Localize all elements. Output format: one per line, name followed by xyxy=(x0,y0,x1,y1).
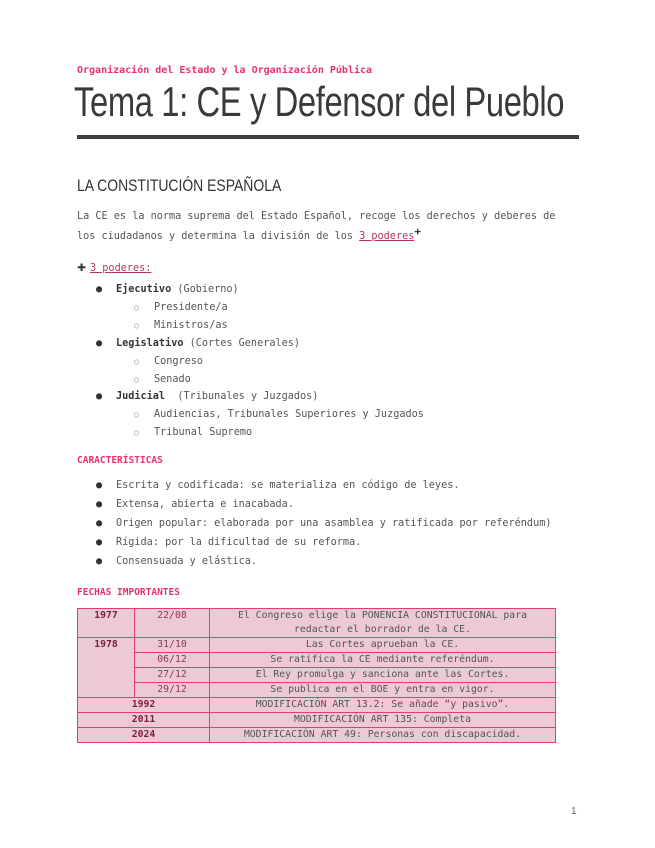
power-detail: (Cortes Generales) xyxy=(183,338,301,349)
sub-item: Presidente/a xyxy=(154,302,228,313)
paragraph-line: los ciudadanos y determina la división de los xyxy=(77,231,360,242)
circle-bullet-icon: ○ xyxy=(134,321,139,330)
section-heading: LA CONSTITUCIÓN ESPAÑOLA xyxy=(77,176,282,195)
date-cell: 29/12 xyxy=(135,683,210,698)
year-cell: 2024 xyxy=(78,728,210,743)
bullet-icon: ● xyxy=(96,537,103,548)
sub-item: Senado xyxy=(154,374,191,385)
sub-item: Audiencias, Tribunales Superiores y Juzgados xyxy=(154,409,424,420)
event-cell: MODIFICACIÓN ART 49: Personas con discapacidad. xyxy=(210,728,556,743)
bullet-icon: ● xyxy=(96,556,103,567)
year-cell: 1992 xyxy=(78,698,210,713)
characteristic-text: Origen popular: elaborada por una asamblea y ratificada por referéndum) xyxy=(116,518,552,529)
characteristic-text: Consensuada y elástica. xyxy=(116,556,258,567)
footnote-marker-icon[interactable]: + xyxy=(414,225,421,238)
circle-bullet-icon: ○ xyxy=(134,410,139,419)
power-name: Judicial xyxy=(116,391,166,402)
bullet-icon: ● xyxy=(96,338,103,349)
table-row xyxy=(78,698,556,713)
footnote xyxy=(77,257,151,275)
year-cell: 1977 xyxy=(78,609,135,638)
intro-paragraph xyxy=(77,207,587,246)
characteristic-text: Rígida: por la dificultad de su reforma. xyxy=(116,537,362,548)
circle-bullet-icon: ○ xyxy=(134,357,139,366)
event-cell: El Rey promulga y sanciona ante las Cortes. xyxy=(210,668,556,683)
bullet-icon: ● xyxy=(96,391,103,402)
table-row xyxy=(78,683,556,698)
date-cell: 22/08 xyxy=(135,609,210,638)
title-divider xyxy=(77,135,579,139)
plus-icon: ✚ xyxy=(77,257,87,275)
dates-heading: FECHAS IMPORTANTES xyxy=(77,587,180,598)
bullet-icon: ● xyxy=(96,518,103,529)
year-cell: 2011 xyxy=(78,713,210,728)
sub-item: Tribunal Supremo xyxy=(154,427,253,438)
characteristic-text: Extensa, abierta e inacabada. xyxy=(116,499,294,510)
date-cell: 27/12 xyxy=(135,668,210,683)
page-title: Tema 1: CE y Defensor del Pueblo xyxy=(74,78,565,125)
dates-table xyxy=(77,608,556,743)
table-row xyxy=(78,668,556,683)
sub-item: Congreso xyxy=(154,356,204,367)
table-row xyxy=(78,653,556,668)
event-cell: Se publica en el BOE y entra en vigor. xyxy=(210,683,556,698)
paragraph-line: La CE es la norma suprema del Estado Español, recoge los derechos y deberes de xyxy=(77,211,556,222)
characteristics-heading: CARACTERÍSTICAS xyxy=(77,455,163,466)
footnote-link[interactable]: 3 poderes: xyxy=(90,263,152,274)
document-subtitle: Organización del Estado y la Organización Pública xyxy=(77,65,373,76)
table-row xyxy=(78,713,556,728)
table-row xyxy=(78,728,556,743)
power-name: Ejecutivo xyxy=(116,284,172,295)
event-cell: El Congreso elige la PONENCIA CONSTITUCIONAL para redactar el borrador de la CE. xyxy=(210,609,556,638)
characteristic-text: Escrita y codificada: se materializa en código de leyes. xyxy=(116,480,460,491)
event-cell: MODIFICACIÓN ART 13.2: Se añade “y pasivo”. xyxy=(210,698,556,713)
date-cell: 31/10 xyxy=(135,638,210,653)
power-detail: (Gobierno) xyxy=(171,284,239,295)
page-number: 1 xyxy=(571,806,577,817)
circle-bullet-icon: ○ xyxy=(134,375,139,384)
table-row xyxy=(78,609,556,638)
circle-bullet-icon: ○ xyxy=(134,303,139,312)
bullet-icon: ● xyxy=(96,480,103,491)
bullet-icon: ● xyxy=(96,284,103,295)
event-cell: Se ratifica la CE mediante referéndum. xyxy=(210,653,556,668)
power-detail: (Tribunales y Juzgados) xyxy=(165,391,319,402)
sub-item: Ministros/as xyxy=(154,320,228,331)
date-cell: 06/12 xyxy=(135,653,210,668)
poderes-link[interactable]: 3 poderes xyxy=(359,231,415,242)
circle-bullet-icon: ○ xyxy=(134,428,139,437)
bullet-icon: ● xyxy=(96,499,103,510)
event-cell: Las Cortes aprueban la CE. xyxy=(210,638,556,653)
event-cell: MODIFICACIÓN ART 135: Completa xyxy=(210,713,556,728)
power-name: Legislativo xyxy=(116,338,184,349)
year-cell: 1978 xyxy=(78,638,135,698)
table-row xyxy=(78,638,556,653)
